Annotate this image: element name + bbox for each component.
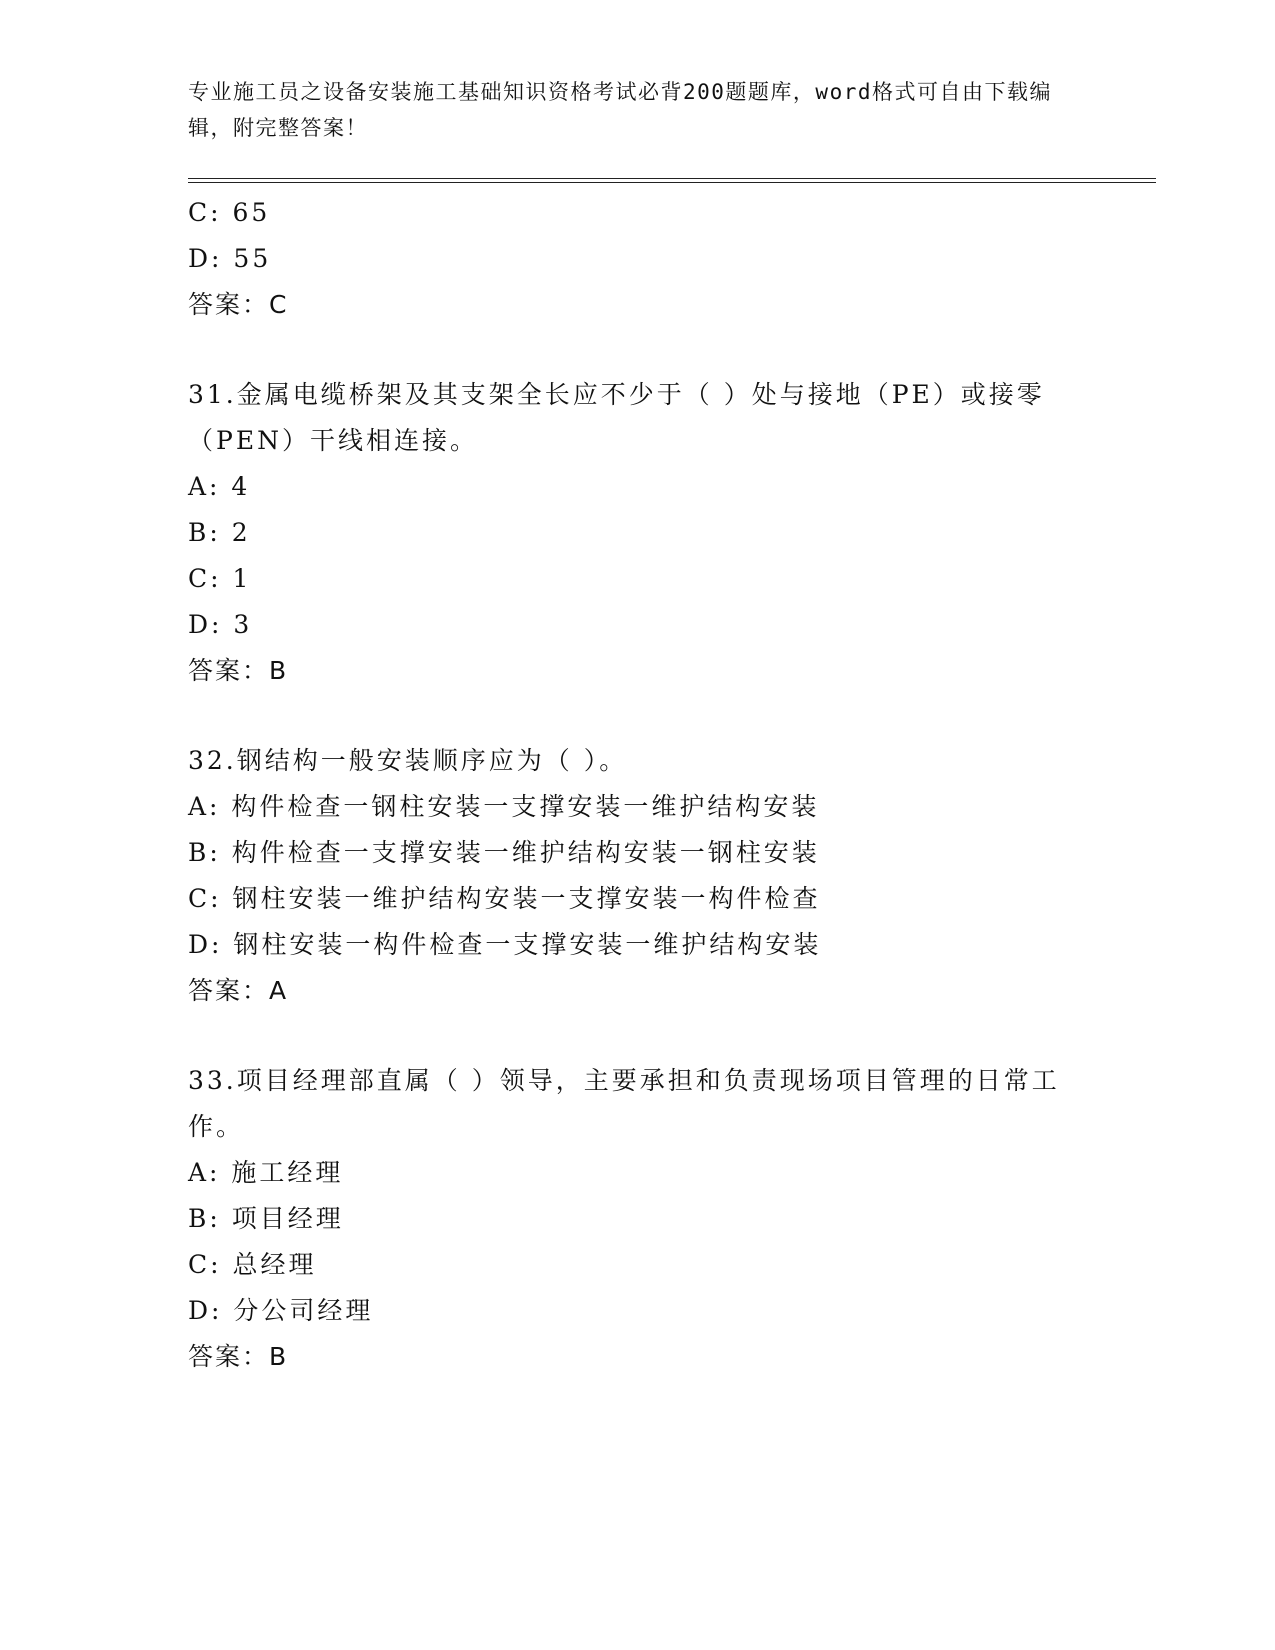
option-b: B: 2 [188, 518, 251, 547]
option-d: D: 钢柱安装一构件检查一支撑安装一维护结构安装 [188, 930, 822, 959]
spacer [188, 1014, 1088, 1058]
question-stem: 33.项目经理部直属（ ）领导，主要承担和负责现场项目管理的日常工作。 [188, 1066, 1060, 1141]
question-33 [188, 1058, 1088, 1380]
option-c: C: 1 [188, 564, 252, 593]
spacer [188, 694, 1088, 738]
option-c: C: 总经理 [188, 1250, 317, 1279]
option-a: A: 施工经理 [188, 1158, 344, 1187]
answer-line: 答案：C [188, 290, 289, 319]
option-c: C: 钢柱安装一维护结构安装一支撑安装一构件检查 [188, 884, 821, 913]
option-d: D: 分公司经理 [188, 1296, 374, 1325]
question-list [188, 190, 1088, 1380]
question-stem: 32.钢结构一般安装顺序应为（ ）。 [188, 746, 628, 775]
option-b: B: 项目经理 [188, 1204, 344, 1233]
answer-line: 答案：A [188, 976, 289, 1005]
option-d: D: 55 [188, 244, 272, 273]
document-header: 专业施工员之设备安装施工基础知识资格考试必背200题题库，word格式可自由下载编辑，附完整答案！ [188, 80, 1052, 140]
header-divider-top [188, 178, 1156, 179]
header-divider-bottom [188, 182, 1156, 183]
option-b: B: 构件检查一支撑安装一维护结构安装一钢柱安装 [188, 838, 820, 867]
question-32 [188, 738, 1088, 1014]
option-d: D: 3 [188, 610, 253, 639]
spacer [188, 328, 1088, 372]
prev-question-block [188, 190, 1088, 328]
option-c: C: 65 [188, 198, 271, 227]
question-stem: 31.金属电缆桥架及其支架全长应不少于（ ）处与接地（PE）或接零（PEN）干线相连接。 [188, 380, 1045, 455]
option-a: A: 构件检查一钢柱安装一支撑安装一维护结构安装 [188, 792, 820, 821]
option-a: A: 4 [188, 472, 251, 501]
answer-line: 答案：B [188, 656, 289, 685]
answer-line: 答案：B [188, 1342, 289, 1371]
question-31 [188, 372, 1088, 694]
